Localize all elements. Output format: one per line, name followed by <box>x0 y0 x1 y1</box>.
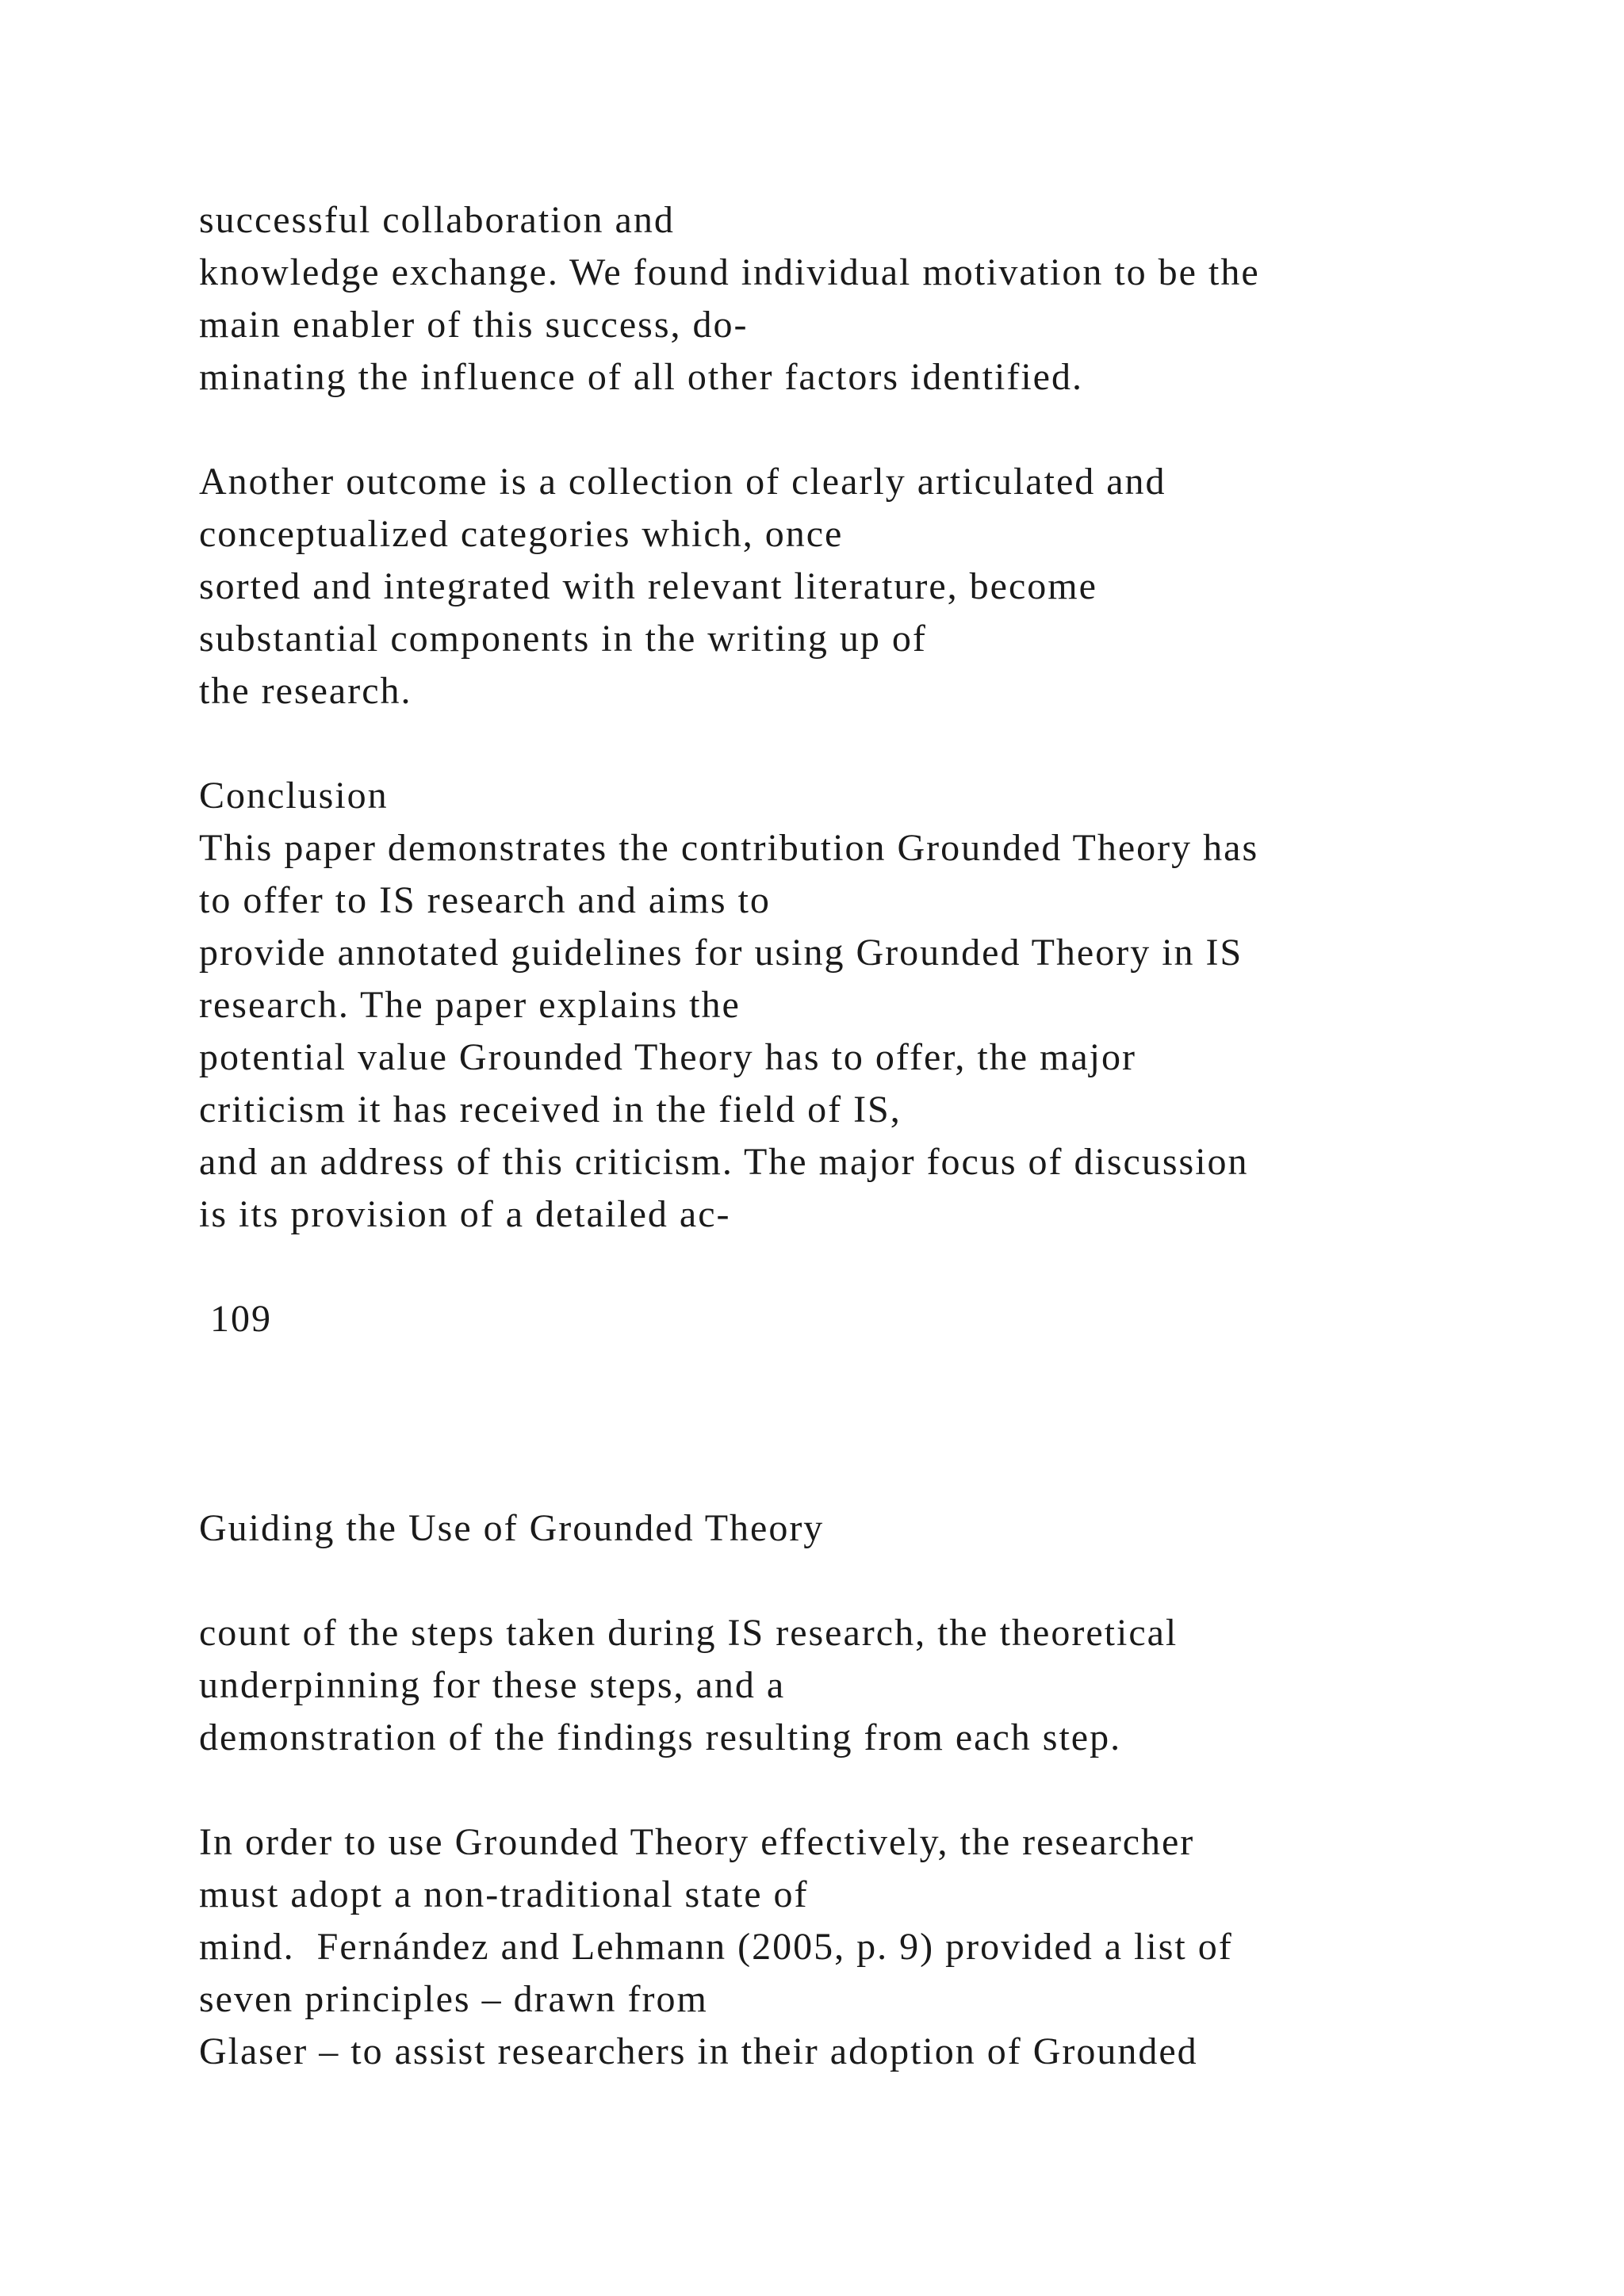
text-line: research. The paper explains the <box>199 984 741 1026</box>
text-line: This paper demonstrates the contribution Grounded Theory has <box>199 827 1259 869</box>
text-line: to offer to IS research and aims to <box>199 879 771 921</box>
text-line: demonstration of the findings resulting from each step. <box>199 1716 1122 1758</box>
section-heading: Conclusion <box>199 775 389 817</box>
text-line: criticism it has received in the field of IS, <box>199 1089 902 1131</box>
text-line: and an address of this criticism. The major focus of discussion <box>199 1141 1249 1183</box>
text-line: count of the steps taken during IS research, the theoretical <box>199 1612 1178 1654</box>
text-line: the research. <box>199 670 412 712</box>
text-line: Glaser – to assist researchers in their adoption of Grounded <box>199 2030 1198 2072</box>
text-line: sorted and integrated with relevant literature, become <box>199 565 1097 607</box>
text-line: potential value Grounded Theory has to offer, the major <box>199 1036 1136 1078</box>
text-line: provide annotated guidelines for using Grounded Theory in IS <box>199 932 1243 974</box>
text-line: In order to use Grounded Theory effectively, the researcher <box>199 1821 1195 1863</box>
text-line: minating the influence of all other factors identified. <box>199 356 1083 398</box>
text-line: successful collaboration and <box>199 199 675 241</box>
text-line: underpinning for these steps, and a <box>199 1664 786 1706</box>
page-number: 109 <box>199 1298 272 1340</box>
text-line: main enabler of this success, do- <box>199 304 749 346</box>
text-line: knowledge exchange. We found individual motivation to be the <box>199 251 1260 293</box>
text-line: Another outcome is a collection of clearly articulated and <box>199 461 1166 503</box>
running-header: Guiding the Use of Grounded Theory <box>199 1507 825 1549</box>
text-line: must adopt a non-traditional state of <box>199 1873 809 1915</box>
text-line: substantial components in the writing up of <box>199 618 927 660</box>
text-line: mind. Fernández and Lehmann (2005, p. 9) provided a list of <box>199 1926 1233 1968</box>
text-line: seven principles – drawn from <box>199 1978 708 2020</box>
text-line: conceptualized categories which, once <box>199 513 844 555</box>
text-line: is its provision of a detailed ac- <box>199 1193 731 1235</box>
